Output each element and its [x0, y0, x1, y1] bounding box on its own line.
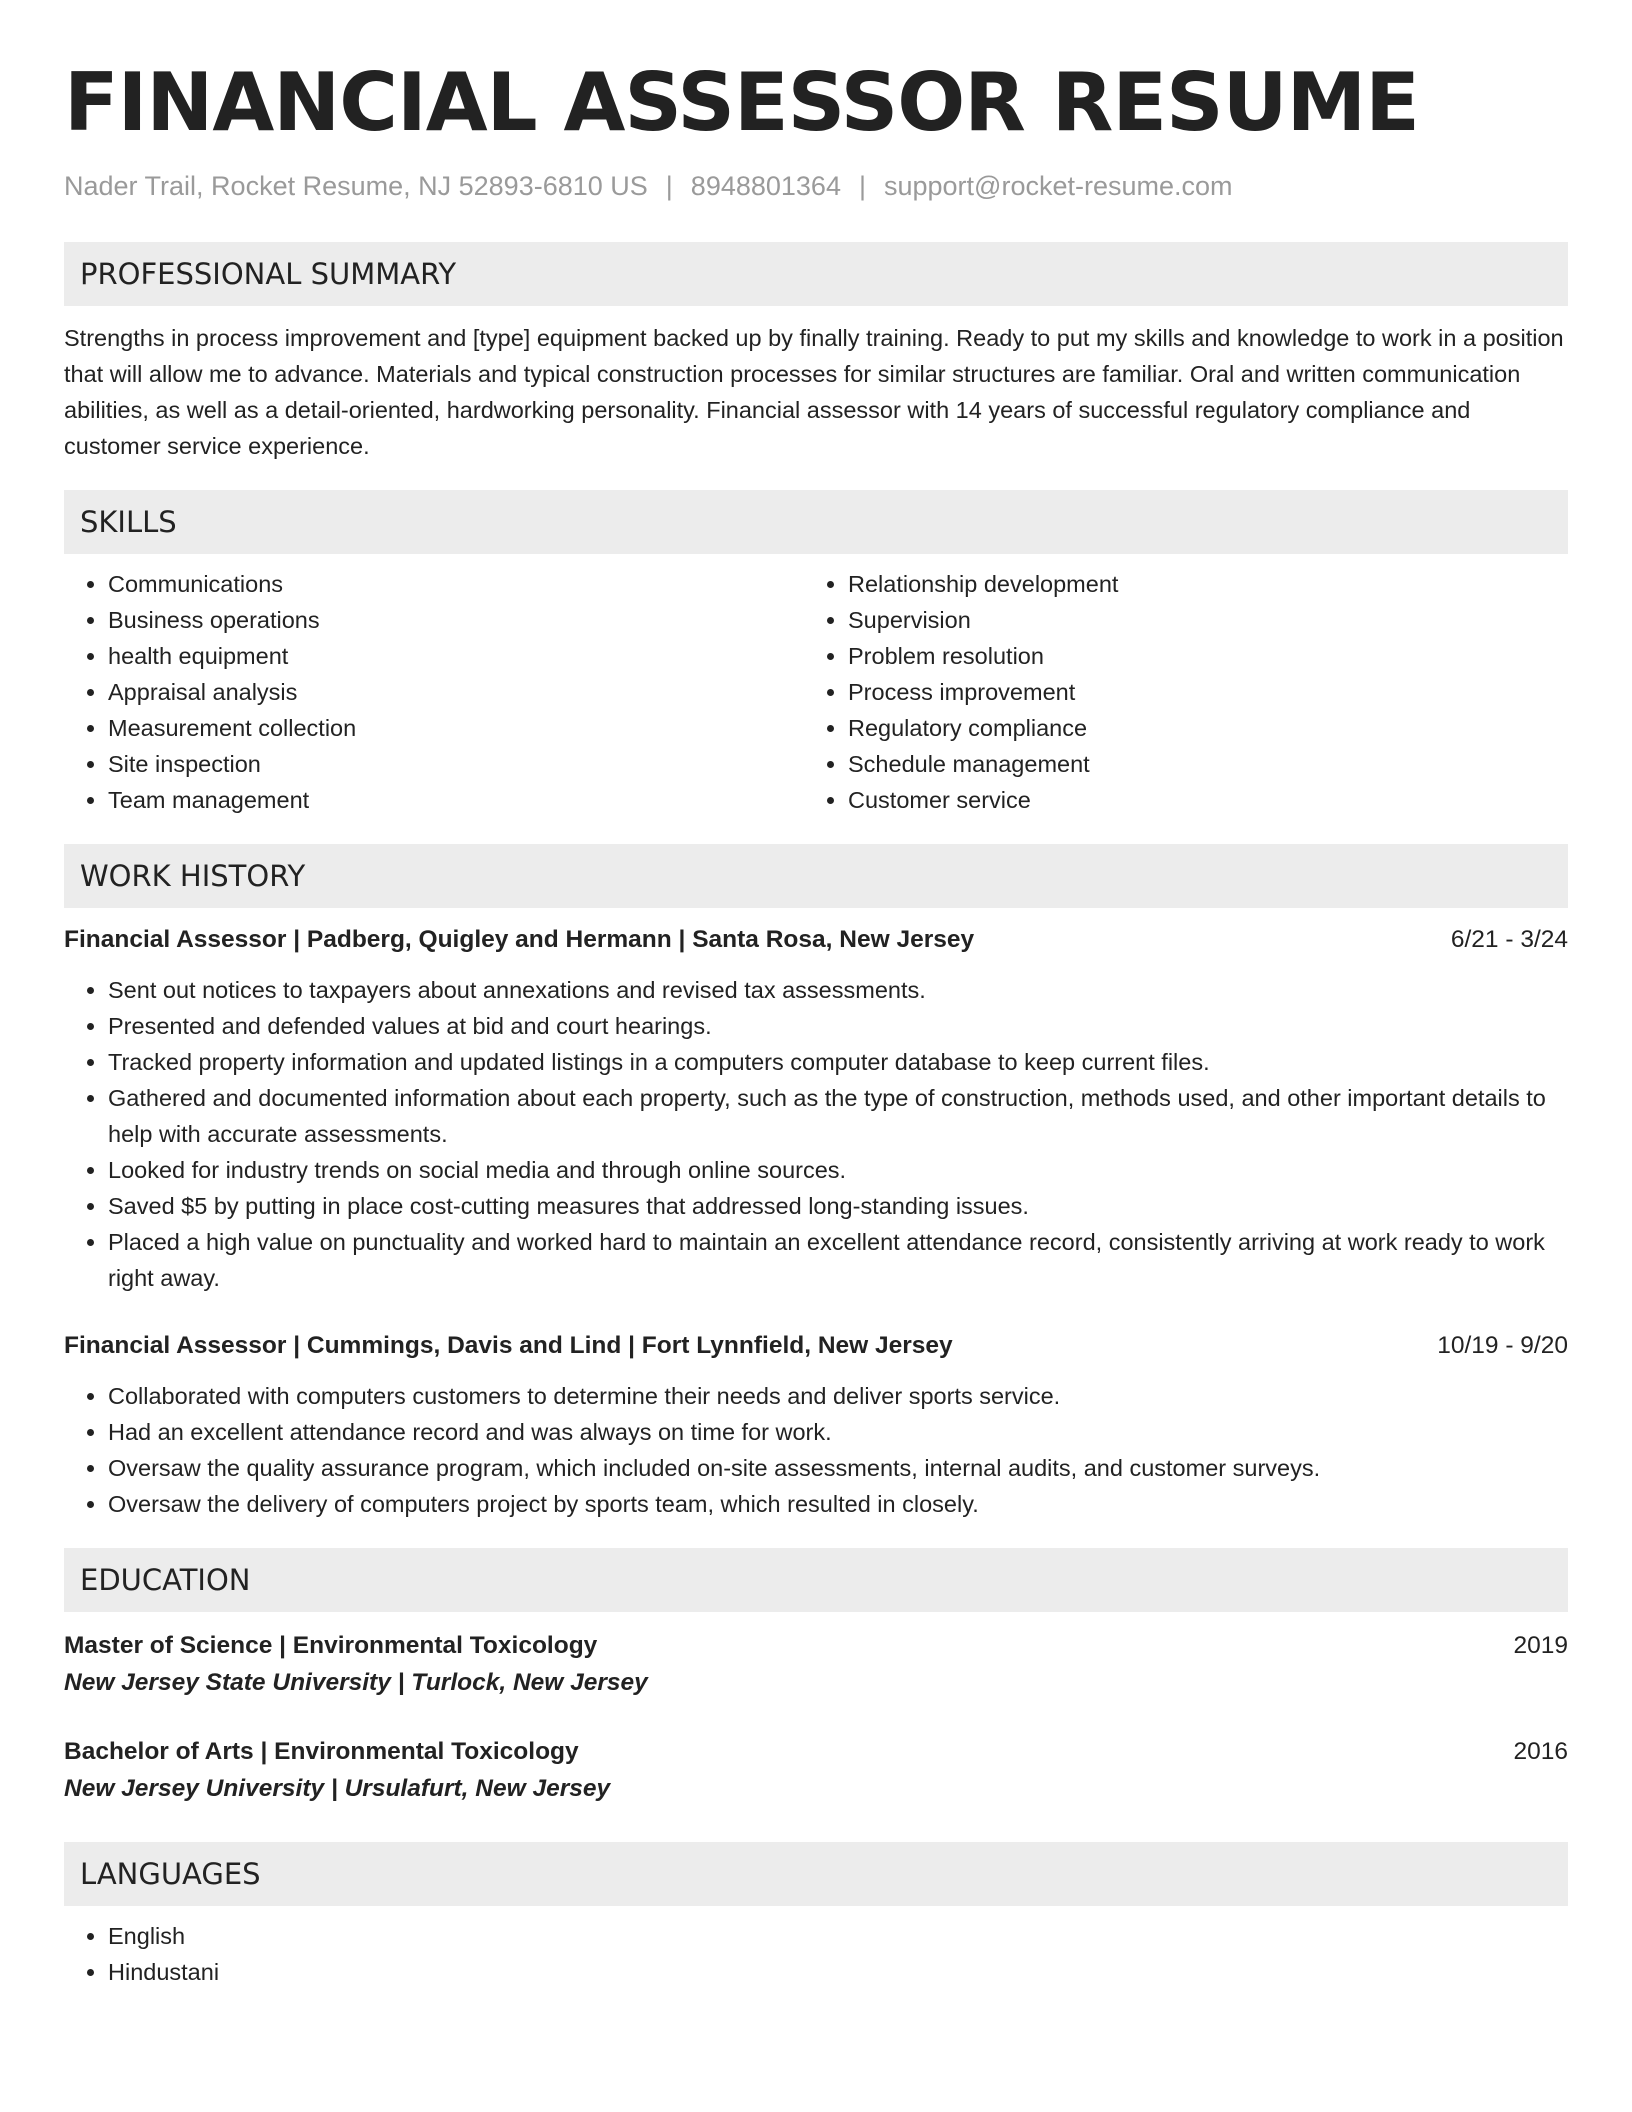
job-date: 10/19 - 9/20 [1437, 1332, 1568, 1359]
languages-list [64, 1918, 1568, 1990]
education-degree: Master of Science | Environmental Toxicology [64, 1632, 598, 1659]
skill-item: • Site inspection [108, 746, 804, 782]
contact-separator: | [858, 171, 866, 201]
skill-item: • Process improvement [848, 674, 1544, 710]
skill-item: • Appraisal analysis [108, 674, 804, 710]
work-heading: WORK HISTORY [64, 844, 1568, 908]
job-bullet: • Tracked property information and updated listings in a computers computer database to keep current files. [108, 1044, 1568, 1080]
contact-line [64, 168, 1568, 204]
language-item: • English [108, 1918, 1568, 1954]
job-bullet: • Had an excellent attendance record and was always on time for work. [108, 1414, 1568, 1450]
skill-item: • Measurement collection [108, 710, 804, 746]
job-bullet: • Looked for industry trends on social media and through online sources. [108, 1152, 1568, 1188]
job-bullet: • Oversaw the quality assurance program, which included on-site assessments, internal audits, and customer surveys. [108, 1450, 1568, 1486]
skills-list [64, 566, 1568, 818]
education-header [64, 1734, 1568, 1770]
job-header [64, 1328, 1568, 1364]
education-header [64, 1628, 1568, 1664]
education-year: 2016 [1513, 1738, 1568, 1765]
job-bullet: • Oversaw the delivery of computers project by sports team, which resulted in closely. [108, 1486, 1568, 1522]
education-school: New Jersey University | Ursulafurt, New Jersey [64, 1775, 611, 1802]
education-entry [64, 1628, 1568, 1702]
skills-column-left [64, 566, 804, 818]
job-bullet: • Presented and defended values at bid and court hearings. [108, 1008, 1568, 1044]
contact-phone: 8948801364 [690, 171, 841, 201]
summary-heading: PROFESSIONAL SUMMARY [64, 242, 1568, 306]
job-entry [64, 1328, 1568, 1522]
job-entry [64, 922, 1568, 1296]
summary-text: Strengths in process improvement and [type] equipment backed up by finally training. Ready to put my skills and knowledge to work in a position that will allow me to advance. Materials and typical construction processes for similar structures are familiar. Oral and written communication abilities, as well as a detail-oriented, hardworking personality. Financial assessor with 14 years of successful regulatory compliance and customer service experience. [64, 325, 1564, 459]
education-year: 2019 [1513, 1632, 1568, 1659]
job-bullet: • Placed a high value on punctuality and worked hard to maintain an excellent attendance record, consistently arriving at work ready to work right away. [108, 1224, 1568, 1296]
skill-item: • Communications [108, 566, 804, 602]
skill-item: • health equipment [108, 638, 804, 674]
skill-item: • Regulatory compliance [848, 710, 1544, 746]
education-heading: EDUCATION [64, 1548, 1568, 1612]
resume-title: FINANCIAL ASSESSOR RESUME [64, 56, 1419, 149]
job-bullet: • Collaborated with computers customers to determine their needs and deliver sports service. [108, 1378, 1568, 1414]
job-header [64, 922, 1568, 958]
skill-item: • Team management [108, 782, 804, 818]
contact-address: Nader Trail, Rocket Resume, NJ 52893-6810 US [64, 171, 648, 201]
skills-column-right [804, 566, 1544, 818]
education-degree: Bachelor of Arts | Environmental Toxicology [64, 1738, 579, 1765]
job-date: 6/21 - 3/24 [1450, 926, 1568, 953]
skill-item: • Relationship development [848, 566, 1544, 602]
contact-email: support@rocket-resume.com [883, 171, 1233, 201]
contact-separator: | [665, 171, 673, 201]
skill-item: • Problem resolution [848, 638, 1544, 674]
languages-heading: LANGUAGES [64, 1842, 1568, 1906]
job-bullet: • Saved $5 by putting in place cost-cutting measures that addressed long-standing issues. [108, 1188, 1568, 1224]
job-bullets [64, 972, 1568, 1296]
skill-item: • Schedule management [848, 746, 1544, 782]
job-title: Financial Assessor | Cummings, Davis and Lind | Fort Lynnfield, New Jersey [64, 1332, 953, 1359]
skills-heading: SKILLS [64, 490, 1568, 554]
job-title: Financial Assessor | Padberg, Quigley and Hermann | Santa Rosa, New Jersey [64, 926, 975, 953]
job-bullet: • Sent out notices to taxpayers about annexations and revised tax assessments. [108, 972, 1568, 1008]
job-bullet: • Gathered and documented information about each property, such as the type of construction, methods used, and other important details to help with accurate assessments. [108, 1080, 1568, 1152]
job-bullets [64, 1378, 1568, 1522]
language-item: • Hindustani [108, 1954, 1568, 1990]
skill-item: • Business operations [108, 602, 804, 638]
skill-item: • Customer service [848, 782, 1544, 818]
education-school: New Jersey State University | Turlock, New Jersey [64, 1669, 648, 1696]
education-entry [64, 1734, 1568, 1808]
skill-item: • Supervision [848, 602, 1544, 638]
